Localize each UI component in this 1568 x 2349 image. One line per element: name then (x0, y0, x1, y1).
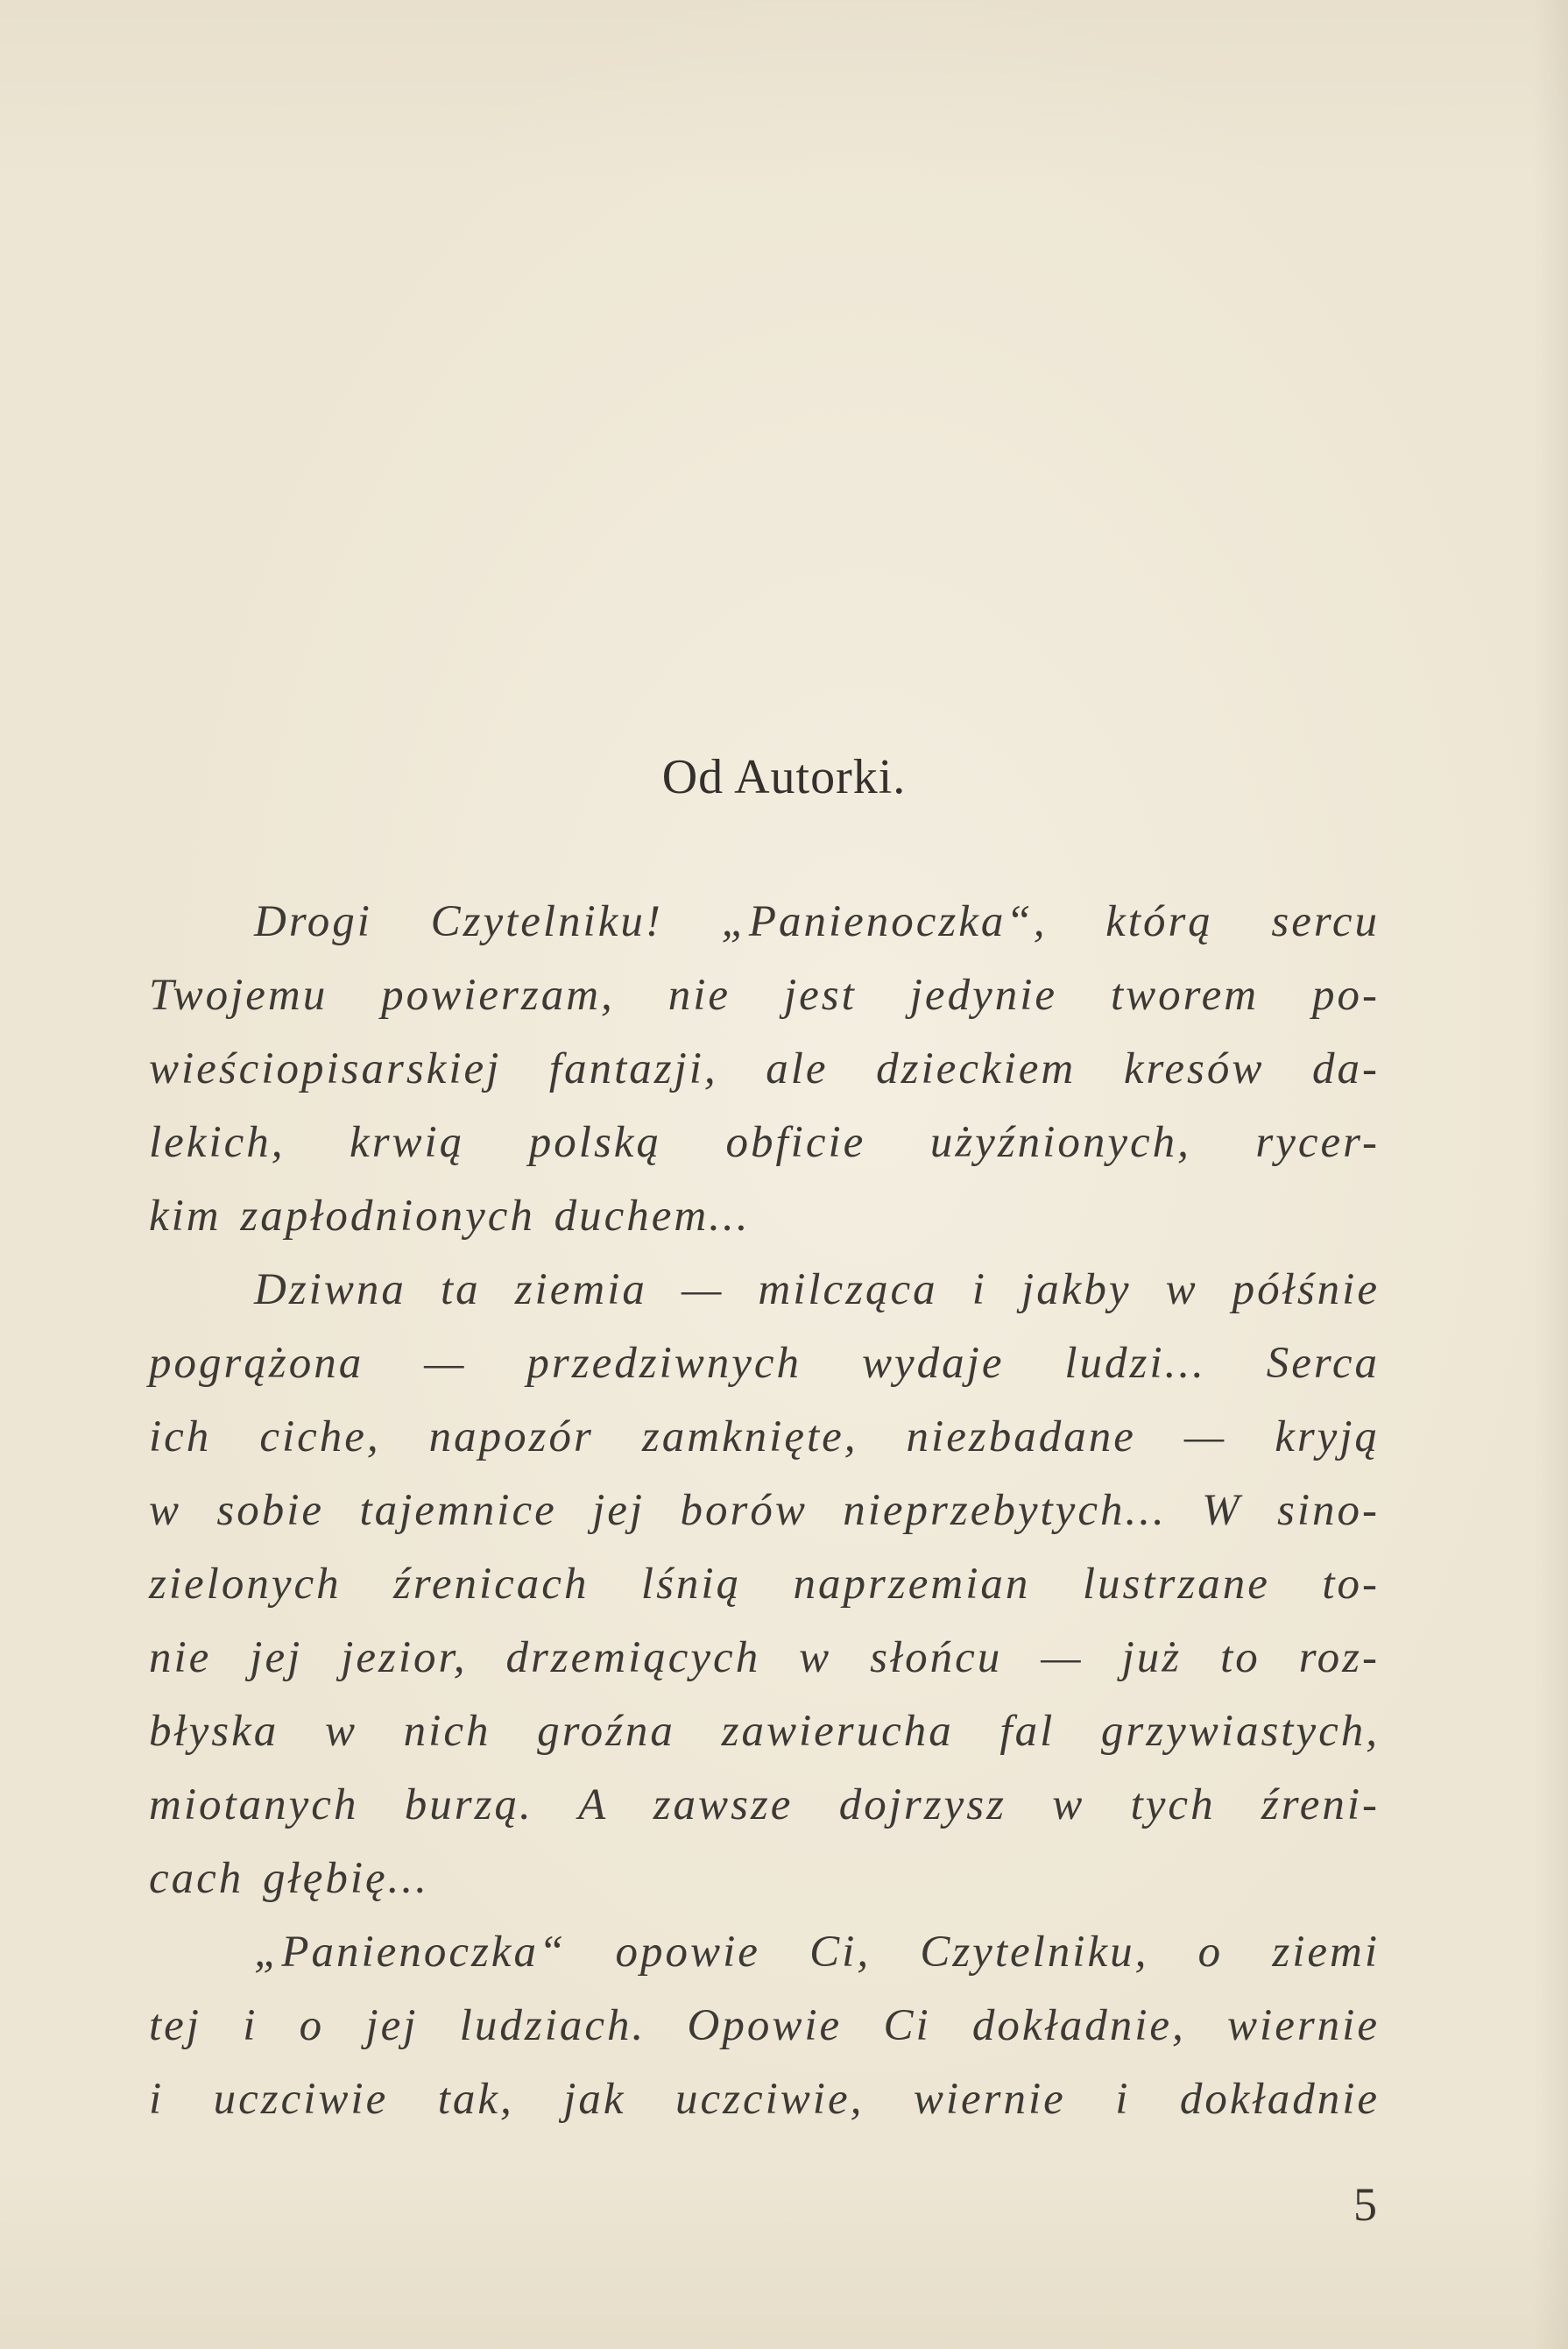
page-number: 5 (1353, 2178, 1377, 2231)
text-line: lekich, krwią polską obficie użyźnionych, rycer- (149, 1118, 1380, 1167)
text-line: zielonych źrenicach lśnią naprzemian lustrzane to- (149, 1560, 1380, 1609)
text-line: błyska w nich groźna zawierucha fal grzywiastych, (149, 1707, 1380, 1756)
text-line: tej i o jej ludziach. Opowie Ci dokładnie, wiernie (149, 2001, 1380, 2050)
text-line: wieściopisarskiej fantazji, ale dzieckiem kresów da- (149, 1044, 1380, 1093)
text-line: Dziwna ta ziemia — milcząca i jakby w półśnie (254, 1265, 1380, 1314)
text-line: Twojemu powierzam, nie jest jedynie tworem po- (149, 971, 1380, 1020)
text-line: miotanych burzą. A zawsze dojrzysz w tych źreni- (149, 1780, 1380, 1829)
text-line: cach głębię... (149, 1854, 429, 1903)
text-line: w sobie tajemnice jej borów nieprzebytych... W sino- (149, 1486, 1380, 1535)
text-line: nie jej jezior, drzemiących w słońcu — już to roz- (149, 1633, 1380, 1682)
page-edge-shadow (1533, 0, 1568, 2349)
text-line: Drogi Czytelniku! „Panienoczka“, którą sercu (254, 897, 1380, 946)
text-line: ich ciche, napozór zamknięte, niezbadane — kryją (149, 1412, 1380, 1461)
text-line: i uczciwie tak, jak uczciwie, wiernie i dokładnie (149, 2075, 1380, 2124)
section-heading: Od Autorki. (661, 750, 907, 804)
text-line: pogrążona — przedziwnych wydaje ludzi... Serca (149, 1339, 1380, 1388)
body-text (149, 885, 1380, 2136)
text-line: „Panienoczka“ opowie Ci, Czytelniku, o ziemi (254, 1928, 1380, 1977)
text-line: kim zapłodnionych duchem... (149, 1192, 751, 1241)
